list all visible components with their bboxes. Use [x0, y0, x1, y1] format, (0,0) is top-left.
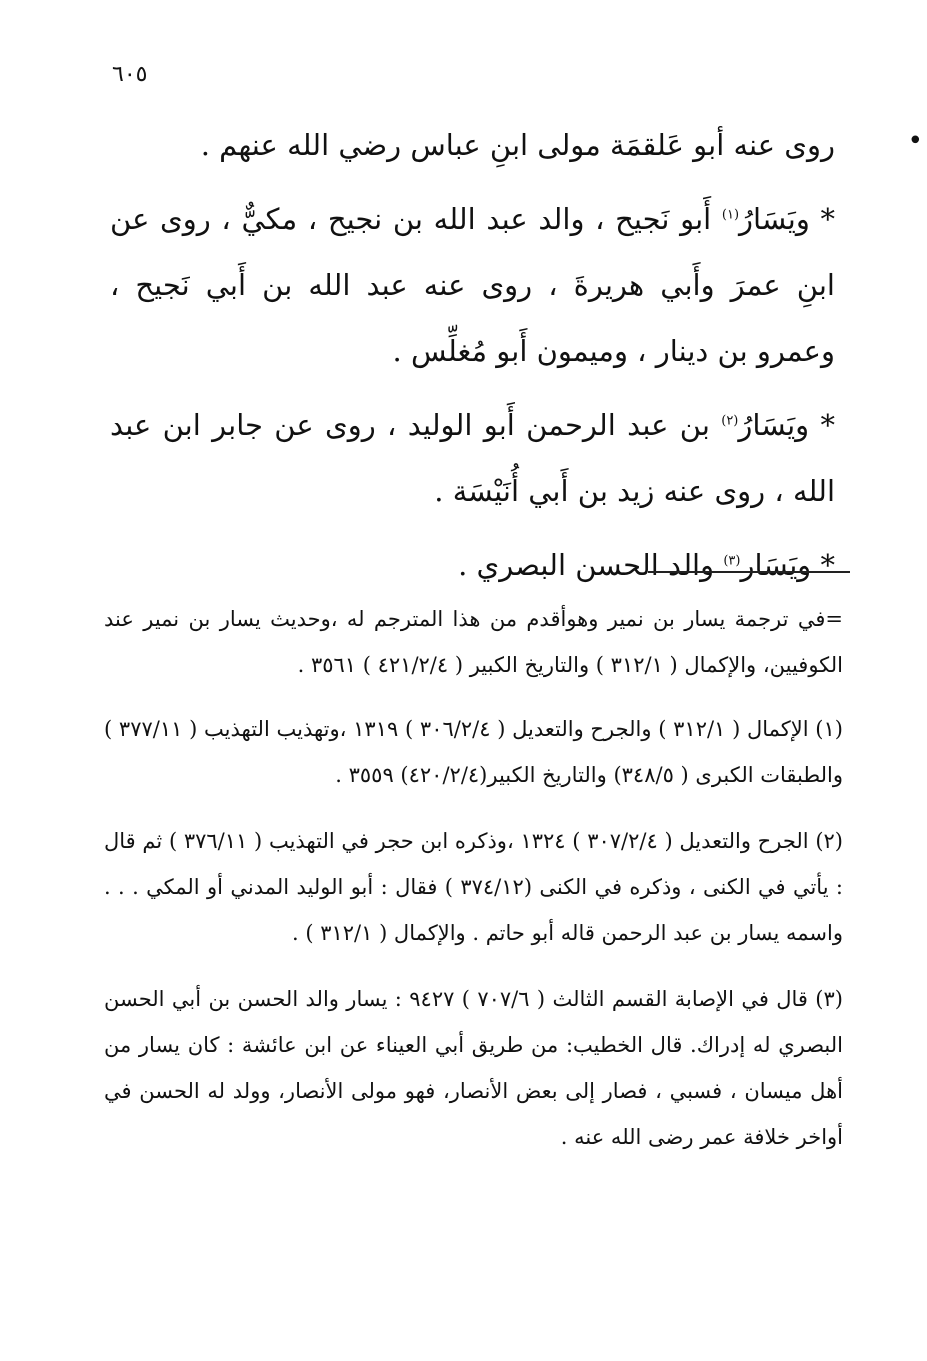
entry-yasar-abu-al-walid — [110, 392, 835, 524]
entry-body: والد الحسن البصري . — [458, 548, 724, 582]
footnote-ref: (١) — [721, 207, 740, 223]
entry-body: أَبو نَجيح ، والد عبد الله بن نجيح ، مكيٌّ ، روى عن ابنِ عمرَ وأَبي هريرةَ ، روى عنه عبد الله بن أَبي نَجيح ، وعمرو بن دينار ، وميمون أَبو مُغلِّس . — [110, 202, 835, 368]
footnote-separator — [648, 571, 850, 573]
entry-yasar-abu-najih — [110, 186, 835, 384]
entry-body: بن عبد الرحمن أَبو الوليد ، روى عن جابر ابن عبد الله ، روى عنه زيد بن أَبي أُنَيْسَة . — [110, 408, 835, 508]
main-text — [110, 112, 835, 606]
entry-name: * ويَسَارُ — [739, 202, 835, 236]
footnote-continuation: =في ترجمة يسار بن نمير وهوأقدم من هذا المترجم له ،وحديث يسار بن نمير عند الكوفيين، والإكمال ( ٣١٢/١ ) والتاريخ الكبير ( ٤٢١/٢/٤ ) ٣٥٦١ . — [104, 607, 843, 677]
footnotes — [104, 596, 843, 1180]
entry-yasar-father-of-hasan — [110, 532, 835, 598]
footnote-1: (١) الإكمال ( ٣١٢/١ ) والجرح والتعديل ( ٣٠٦/٢/٤ ) ١٣١٩ ،وتهذيب التهذيب ( ٣٧٧/١١ ) والطبقات الكبرى ( ٣٤٨/٥) والتاريخ الكبير(٤٢٠/٢/٤) ٣٥٥٩ . — [104, 717, 843, 787]
continuation-paragraph: روى عنه أبو عَلقمَة مولى ابنِ عباس رضي الله عنهم . — [200, 128, 835, 162]
footnote-2: (٢) الجرح والتعديل ( ٣٠٧/٢/٤ ) ١٣٢٤ ،وذكره ابن حجر في التهذيب ( ٣٧٦/١١ ) ثم قال : يأتي في الكنى ، وذكره في الكنى (٣٧٤/١٢ ) فقال : أبو الوليد المدني أو المكي . . . واسمه يسار بن عبد الرحمن قاله أبو حاتم . والإكمال ( ٣١٢/١ ) . — [104, 829, 843, 945]
page-number: ٦٠٥ — [112, 62, 148, 87]
footnote-ref: (٣) — [723, 553, 741, 569]
margin-mark: • — [907, 126, 923, 156]
footnote-3: (٣) قال في الإصابة القسم الثالث ( ٧٠٧/٦ ) ٩٤٢٧ : يسار والد الحسن بن أبي الحسن البصري له إدراك. قال الخطيب: من طريق أبي العيناء عن ابن عائشة : كان يسار من أهل ميسان ، فسبي ، فصار إلى بعض الأنصار، فهو مولى الأنصار، وولد له الحسن في أواخر خلافة عمر رضى الله عنه . — [104, 987, 843, 1149]
entry-name: * ويَسَار — [740, 548, 835, 582]
entry-name: * ويَسَارُ — [738, 408, 835, 442]
footnote-ref: (٢) — [721, 413, 739, 429]
